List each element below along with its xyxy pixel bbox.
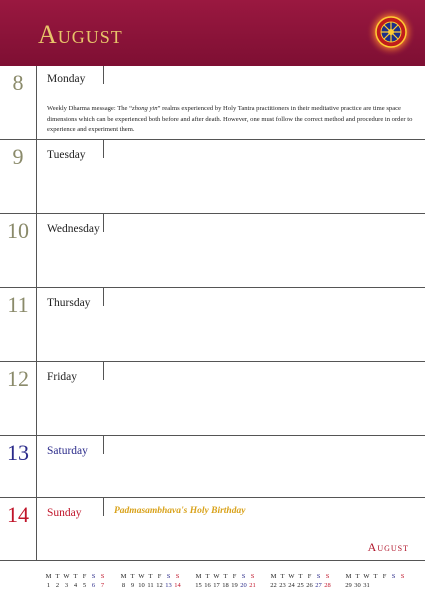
weekday-letter: W <box>363 573 370 580</box>
weekday-letter: F <box>307 573 312 580</box>
weekday-letter: T <box>373 573 378 580</box>
weekday-letter: M <box>195 573 202 580</box>
weekday-letter: S <box>241 573 246 580</box>
weekday-letter: S <box>325 573 330 580</box>
mini-date: 16 <box>204 582 211 589</box>
day-name: Friday <box>47 371 78 383</box>
weekday-letter: T <box>298 573 303 580</box>
day-name: Tuesday <box>47 149 86 161</box>
weekday-letter: W <box>138 573 145 580</box>
day-row-thursday[interactable] <box>0 288 425 362</box>
weekday-letter: W <box>63 573 70 580</box>
event-padmasambhava-birthday: Padmasambhava's Holy Birthday <box>114 506 246 516</box>
day-name: Monday <box>47 73 86 85</box>
mini-date <box>380 581 389 590</box>
mini-week-calendar <box>269 572 332 590</box>
mini-week-calendar <box>344 572 407 590</box>
weekday-letter: S <box>391 573 396 580</box>
weekday-letter: T <box>205 573 210 580</box>
mini-date: 23 <box>279 582 286 589</box>
mini-date: 29 <box>345 582 352 589</box>
mini-date: 6 <box>91 582 96 589</box>
day-row-monday[interactable] <box>0 66 425 140</box>
mini-date: 27 <box>315 582 322 589</box>
day-name: Sunday <box>47 507 82 519</box>
mini-week-calendar <box>194 572 257 590</box>
weekday-letter: T <box>223 573 228 580</box>
weekday-letter: M <box>270 573 277 580</box>
weekday-letter: S <box>175 573 180 580</box>
day-number: 11 <box>7 292 29 317</box>
mini-date: 18 <box>222 582 229 589</box>
weekday-letter: M <box>45 573 52 580</box>
mini-date: 2 <box>55 582 60 589</box>
mini-date: 1 <box>46 582 51 589</box>
weekday-letter: F <box>157 573 162 580</box>
mini-date: 10 <box>138 582 145 589</box>
mini-date: 9 <box>130 582 135 589</box>
weekday-letter: T <box>73 573 78 580</box>
weekday-letter: S <box>100 573 105 580</box>
day-row-wednesday[interactable] <box>0 214 425 288</box>
mini-date: 17 <box>213 582 220 589</box>
mini-date: 11 <box>147 582 154 589</box>
day-number: 12 <box>7 366 29 391</box>
weekday-letter: S <box>400 573 405 580</box>
mini-date: 12 <box>156 582 163 589</box>
weekday-letter: S <box>166 573 171 580</box>
day-number: 14 <box>7 502 29 527</box>
mini-date: 15 <box>195 582 202 589</box>
mini-date: 20 <box>240 582 247 589</box>
mini-date <box>389 581 398 590</box>
weekday-letter: M <box>120 573 127 580</box>
mini-date: 5 <box>82 582 87 589</box>
weekday-letter: W <box>213 573 220 580</box>
day-name: Thursday <box>47 297 91 309</box>
month-header <box>0 0 425 66</box>
day-row-friday[interactable] <box>0 362 425 436</box>
day-number: 13 <box>7 440 29 465</box>
weekday-letter: T <box>280 573 285 580</box>
mini-date: 3 <box>64 582 69 589</box>
day-row-sunday[interactable] <box>0 498 425 560</box>
month-title: August <box>38 20 123 49</box>
mini-date: 22 <box>270 582 277 589</box>
day-row-saturday[interactable] <box>0 436 425 498</box>
weekday-letter: M <box>345 573 352 580</box>
mini-week-calendar <box>44 572 107 590</box>
mini-date: 4 <box>73 582 78 589</box>
weekday-letter: S <box>91 573 96 580</box>
mini-date: 8 <box>121 582 126 589</box>
mini-date <box>398 581 407 590</box>
weekday-letter: F <box>232 573 237 580</box>
mini-date: 13 <box>165 582 172 589</box>
weekday-letter: S <box>316 573 321 580</box>
mini-date: 21 <box>249 582 256 589</box>
weekly-dharma-message: Weekly Dharma message: The “zhong yin” realms experienced by Holy Tantra practitioners in their meditative practice are time space dimensions which can be experienced both before and after death. However, one must follow the correct method and procedure in order to experience and experiment them. <box>47 105 413 133</box>
day-name: Wednesday <box>47 223 100 235</box>
mini-date: 14 <box>174 582 181 589</box>
mini-date: 28 <box>324 582 331 589</box>
weekday-letter: T <box>355 573 360 580</box>
weekday-letter: S <box>250 573 255 580</box>
weekday-letter: F <box>82 573 87 580</box>
dharma-wheel-emblem-icon <box>365 6 417 58</box>
mini-date: 30 <box>354 582 361 589</box>
mini-date: 26 <box>306 582 313 589</box>
mini-date <box>371 581 380 590</box>
mini-date: 25 <box>297 582 304 589</box>
mini-date: 7 <box>100 582 105 589</box>
footer-month-label: August <box>367 540 409 554</box>
weekday-letter: T <box>130 573 135 580</box>
day-name: Saturday <box>47 445 88 457</box>
mini-date: 19 <box>231 582 238 589</box>
day-number: 9 <box>12 144 24 169</box>
day-number: 10 <box>7 218 29 243</box>
weekday-letter: W <box>288 573 295 580</box>
weekday-letter: F <box>382 573 387 580</box>
day-number: 8 <box>12 70 24 95</box>
mini-week-calendar <box>119 572 182 590</box>
weekday-letter: T <box>55 573 60 580</box>
weekday-letter: T <box>148 573 153 580</box>
day-row-tuesday[interactable] <box>0 140 425 214</box>
mini-date: 31 <box>363 582 370 589</box>
mini-date: 24 <box>288 582 295 589</box>
